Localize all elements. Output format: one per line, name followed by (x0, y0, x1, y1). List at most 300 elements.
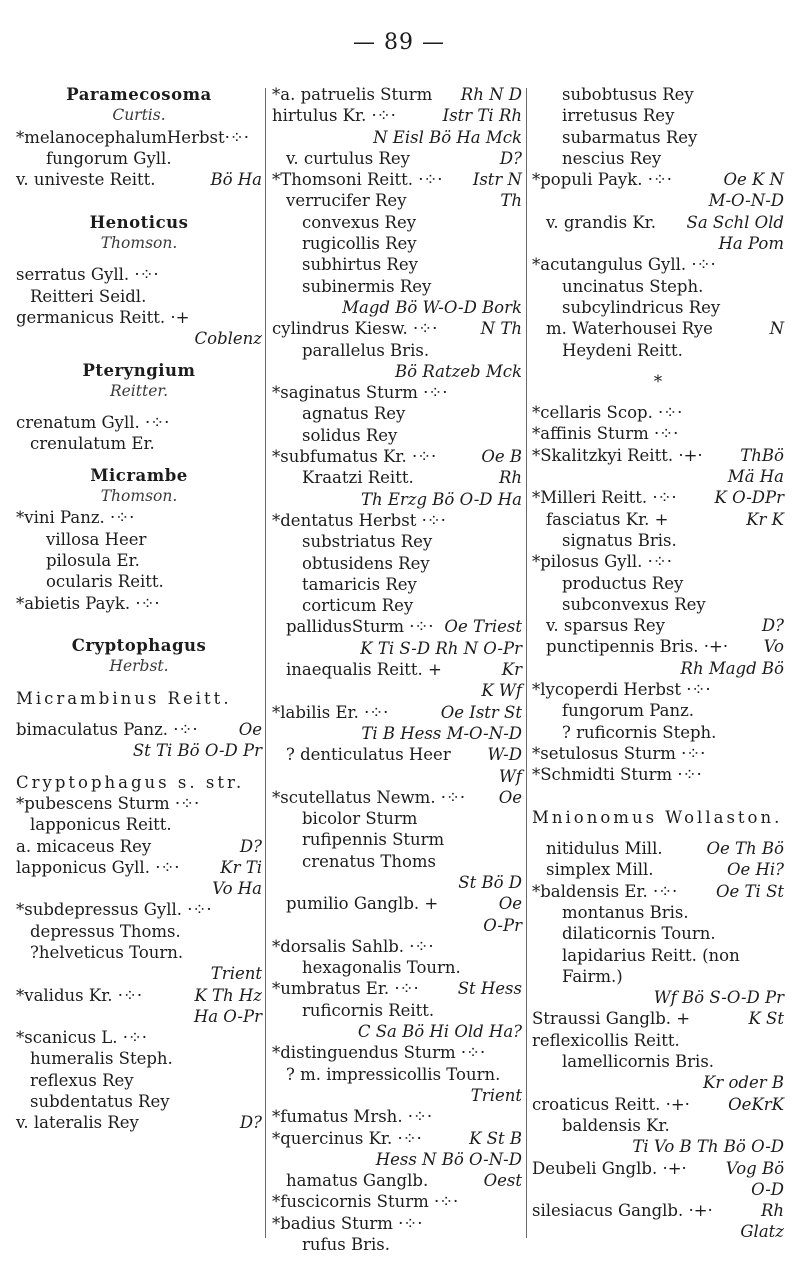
distribution-text: Hess N Bö O-N-D (375, 1149, 522, 1169)
subgenus-heading: Cryptophagus s. str. (16, 772, 245, 792)
genus-author: Reitter. (109, 381, 169, 400)
species-entry (272, 467, 522, 488)
species-entry (532, 902, 784, 923)
species-entry (532, 297, 784, 318)
distribution-text: Vog Bö (725, 1158, 784, 1178)
distribution-text: Oe K N (723, 170, 784, 190)
species-name: subhirtus Rey (302, 255, 418, 275)
distribution-text: Mä Ha (727, 467, 784, 487)
spacer (16, 350, 262, 360)
species-entry (272, 893, 522, 914)
species-entry (532, 340, 784, 361)
spacer (16, 402, 262, 412)
species-entry (532, 276, 784, 297)
column-right (532, 84, 784, 1243)
species-name: *baldensis Er. ·⁘· (532, 881, 678, 901)
species-entry (16, 857, 262, 878)
distribution-text: Trient (470, 1085, 522, 1105)
species-name: *affinis Sturm ·⁘· (532, 424, 679, 444)
distribution-continuation (16, 1006, 262, 1027)
distribution-continuation (16, 328, 262, 349)
distribution-text: OeKrK (728, 1094, 784, 1114)
genus-author: Curtis. (112, 106, 166, 125)
species-name: rugicollis Rey (302, 234, 417, 254)
species-entry (272, 84, 522, 105)
species-name: rufus Bris. (302, 1235, 390, 1255)
distribution-text: N Eisl Bö Ha Mck (373, 127, 522, 147)
species-entry (16, 550, 262, 571)
species-name: Fairm.) (562, 966, 623, 986)
spacer (532, 392, 784, 402)
species-entry (532, 945, 784, 966)
distribution-text: Istr N (472, 170, 522, 190)
distribution-text: Th (500, 191, 522, 211)
distribution-continuation (532, 1179, 784, 1200)
species-name: Deubeli Gnglb. ·+· (532, 1158, 687, 1178)
distribution-continuation (532, 1221, 784, 1242)
species-name: agnatus Rey (302, 404, 406, 424)
species-name: parallelus Bris. (302, 340, 430, 360)
species-name: fasciatus Kr. + (546, 509, 669, 529)
species-name: Reitteri Seidl. (30, 286, 147, 306)
distribution-text: Bö Ratzeb Mck (395, 361, 522, 381)
spacer (532, 361, 784, 371)
species-name: *subfumatus Kr. ·⁘· (272, 447, 437, 467)
distribution-text: Rh (498, 468, 522, 488)
species-entry (272, 936, 522, 957)
species-entry (16, 433, 262, 454)
species-entry (16, 814, 262, 835)
distribution-text: Oest (483, 1171, 522, 1191)
distribution-text: C Sa Bö Hi Old Ha? (357, 1022, 522, 1042)
genus-heading: Micrambe (90, 465, 188, 485)
spacer (16, 614, 262, 635)
distribution-text: Oe Hi? (726, 860, 784, 880)
distribution-continuation (16, 740, 262, 761)
distribution-text: Ha O-Pr (193, 1006, 262, 1026)
species-entry (16, 719, 262, 740)
distribution-text: N Th (480, 319, 522, 339)
species-entry (532, 594, 784, 615)
species-entry (532, 530, 784, 551)
species-name: *badius Sturm ·⁘· (272, 1213, 423, 1233)
distribution-continuation (272, 638, 522, 659)
species-name: *Skalitzkyi Reitt. ·+· (532, 445, 703, 465)
distribution-continuation (532, 466, 784, 487)
species-entry (16, 836, 262, 857)
species-entry (16, 1070, 262, 1091)
species-entry (532, 402, 784, 423)
distribution-text: St Hess (457, 979, 522, 999)
species-name: substriatus Rey (302, 532, 433, 552)
species-name: subconvexus Rey (562, 594, 706, 614)
species-entry (272, 702, 522, 723)
species-name: inaequalis Reitt. + (286, 660, 442, 680)
species-entry (532, 127, 784, 148)
distribution-text: Wf Bö S-O-D Pr (653, 988, 784, 1008)
species-name: *dentatus Herbst ·⁘· (272, 510, 446, 530)
distribution-text: Oe (238, 720, 262, 740)
species-name: subcylindricus Rey (562, 297, 721, 317)
species-entry (272, 425, 522, 446)
species-name: *labilis Er. ·⁘· (272, 702, 389, 722)
species-name: *pubescens Sturm ·⁘· (16, 793, 200, 813)
genus-author: Thomson. (100, 487, 178, 506)
species-entry (532, 1030, 784, 1051)
species-entry (532, 1051, 784, 1072)
distribution-continuation (272, 297, 522, 318)
genus-heading: Henoticus (89, 212, 189, 232)
species-entry (532, 84, 784, 105)
species-entry (532, 743, 784, 764)
species-name: punctipennis Bris. ·+· (546, 637, 729, 657)
species-name: ? m. impressicollis Tourn. (286, 1064, 501, 1084)
page-number: — 89 — (353, 30, 445, 55)
species-name: uncinatus Steph. (562, 276, 704, 296)
species-name: *quercinus Kr. ·⁘· (272, 1128, 422, 1148)
distribution-text: Rh Magd Bö (680, 658, 784, 678)
species-name: *cellaris Scop. ·⁘· (532, 403, 683, 423)
species-name: *abietis Payk. ·⁘· (16, 593, 160, 613)
species-name: v. curtulus Rey (286, 148, 410, 168)
species-name: bicolor Sturm (302, 809, 418, 829)
species-name: lapponicus Gyll. ·⁘· (16, 857, 180, 877)
species-name: depressus Thoms. (30, 921, 181, 941)
spacer (532, 786, 784, 807)
species-entry (272, 659, 522, 680)
species-name: humeralis Steph. (30, 1049, 173, 1069)
species-entry (532, 838, 784, 859)
species-entry (272, 1064, 522, 1085)
species-entry (16, 286, 262, 307)
distribution-text: N (769, 319, 784, 339)
species-name: hirtulus Kr. ·⁘· (272, 106, 396, 126)
species-name: ? denticulatus Heer (286, 745, 451, 765)
distribution-continuation (272, 1085, 522, 1106)
species-entry (16, 1048, 262, 1069)
species-entry (272, 340, 522, 361)
species-name: v. univeste Reitt. (16, 170, 156, 190)
distribution-text: Sa Schl Old (686, 212, 784, 232)
species-entry (272, 318, 522, 339)
species-entry (532, 1115, 784, 1136)
distribution-text: O-D (751, 1179, 784, 1199)
spacer (16, 455, 262, 465)
species-entry (16, 412, 262, 433)
spacer (16, 709, 262, 719)
species-name: corticum Rey (302, 596, 414, 616)
species-name: *subdepressus Gyll. ·⁘· (16, 900, 212, 920)
species-name: *Milleri Reitt. ·⁘· (532, 488, 677, 508)
species-name: v. lateralis Rey (16, 1113, 139, 1133)
distribution-text: Kr (501, 660, 522, 680)
species-name: *Schmidti Sturm ·⁘· (532, 765, 702, 785)
species-name: *saginatus Sturm ·⁘· (272, 383, 448, 403)
distribution-continuation (532, 190, 784, 211)
distribution-text: ThBö (740, 445, 784, 465)
species-name: *scanicus L. ·⁘· (16, 1028, 148, 1048)
species-entry (532, 1200, 784, 1221)
species-entry (532, 722, 784, 743)
distribution-continuation (532, 1136, 784, 1157)
species-entry (16, 921, 262, 942)
species-name: *a. patruelis Sturm (272, 85, 433, 104)
distribution-continuation (532, 1072, 784, 1093)
distribution-text: K O-DPr (714, 488, 784, 508)
species-entry (16, 264, 262, 285)
species-entry (272, 531, 522, 552)
subgenus-heading: Micrambinus Reitt. (16, 688, 232, 708)
distribution-text: St Ti Bö O-D Pr (132, 741, 262, 761)
species-entry (272, 1128, 522, 1149)
species-entry (272, 169, 522, 190)
distribution-continuation (16, 878, 262, 899)
distribution-continuation (272, 915, 522, 936)
distribution-continuation (272, 766, 522, 787)
species-entry (272, 1106, 522, 1127)
species-name: subinermis Rey (302, 276, 432, 296)
distribution-text: Oe (498, 894, 522, 914)
species-entry (272, 105, 522, 126)
species-entry (272, 808, 522, 829)
species-entry (16, 307, 262, 328)
species-entry (272, 1170, 522, 1191)
species-entry (532, 573, 784, 594)
species-name: verrucifer Rey (286, 191, 407, 211)
species-name: *lycoperdi Herbst ·⁘· (532, 680, 711, 700)
distribution-text: M-O-N-D (708, 191, 784, 211)
species-name: ? ruficornis Steph. (562, 722, 717, 742)
species-entry (532, 423, 784, 444)
genus-heading: Paramecosoma (66, 85, 212, 104)
distribution-text: Oe Ti St (716, 881, 784, 901)
species-name: subarmatus Rey (562, 127, 698, 147)
species-entry (272, 1213, 522, 1234)
distribution-text: D? (499, 148, 522, 168)
distribution-text: Oe Triest (444, 617, 522, 637)
species-name: convexus Rey (302, 212, 417, 232)
species-name: reflexicollis Reitt. (532, 1030, 680, 1050)
distribution-text: Kr oder B (703, 1073, 784, 1093)
species-name: signatus Bris. (562, 530, 677, 550)
species-entry (532, 254, 784, 275)
distribution-text: Rh N D (460, 85, 522, 104)
species-entry (272, 190, 522, 211)
species-name: ruficornis Reitt. (302, 1000, 435, 1020)
species-name: pallidusSturm ·⁘· (286, 617, 434, 637)
species-entry (532, 1158, 784, 1179)
species-name: fungorum Panz. (562, 701, 695, 721)
species-name: solidus Rey (302, 425, 398, 445)
distribution-continuation (532, 233, 784, 254)
species-entry (272, 553, 522, 574)
species-name: croaticus Reitt. ·+· (532, 1094, 690, 1114)
species-name: nescius Rey (562, 148, 662, 168)
species-entry (272, 1234, 522, 1255)
distribution-text: Ti B Hess M-O-N-D (361, 723, 522, 743)
species-name: v. grandis Kr. (546, 212, 656, 232)
distribution-text: Vo Ha (212, 879, 262, 899)
species-name: lapidarius Reitt. (non (562, 945, 740, 965)
species-entry (16, 571, 262, 592)
distribution-text: Glatz (740, 1222, 784, 1242)
distribution-text: K St (748, 1009, 784, 1029)
distribution-text: K Wf (481, 681, 522, 701)
genus-heading: Cryptophagus (71, 636, 207, 656)
species-entry (532, 679, 784, 700)
distribution-continuation (272, 723, 522, 744)
distribution-text: K Th Hz (194, 985, 262, 1005)
species-name: montanus Bris. (562, 902, 689, 922)
species-entry (16, 529, 262, 550)
species-name: Straussi Ganglb. + (532, 1009, 691, 1029)
species-entry (16, 507, 262, 528)
species-entry (272, 382, 522, 403)
species-name: germanicus Reitt. ·+ (16, 307, 190, 327)
species-name: irretusus Rey (562, 106, 675, 126)
species-name: productus Rey (562, 573, 684, 593)
distribution-continuation (532, 987, 784, 1008)
species-name: *validus Kr. ·⁘· (16, 985, 143, 1005)
spacer (16, 254, 262, 264)
distribution-text: Ti Vo B Th Bö O-D (632, 1137, 784, 1157)
species-name: a. micaceus Rey (16, 836, 152, 856)
species-name: tamaricis Rey (302, 574, 417, 594)
species-name: crenatus Thoms (302, 851, 437, 871)
species-name: dilaticornis Tourn. (562, 924, 716, 944)
distribution-continuation (272, 361, 522, 382)
distribution-text: Oe (498, 787, 522, 807)
distribution-text: Coblenz (194, 329, 262, 349)
species-entry (532, 1008, 784, 1029)
species-entry (272, 595, 522, 616)
species-entry (272, 510, 522, 531)
column-divider (526, 88, 527, 1238)
spacer (16, 190, 262, 211)
species-name: subdentatus Rey (30, 1092, 170, 1112)
species-entry (16, 169, 262, 190)
distribution-text: W-D (487, 745, 522, 765)
distribution-text: Wf (498, 766, 522, 786)
distribution-text: D? (239, 1113, 262, 1133)
species-name: *distinguendus Sturm ·⁘· (272, 1043, 486, 1063)
distribution-text: Magd Bö W-O-D Bork (342, 297, 522, 317)
column-divider (265, 88, 266, 1238)
column-middle (272, 84, 522, 1255)
distribution-text: Kr Ti (220, 857, 262, 877)
distribution-continuation (272, 127, 522, 148)
distribution-text: Kr K (746, 509, 784, 529)
species-entry (272, 148, 522, 169)
species-entry (532, 318, 784, 339)
species-entry (272, 212, 522, 233)
species-entry (532, 169, 784, 190)
species-entry (272, 574, 522, 595)
species-name: ?helveticus Tourn. (30, 942, 184, 962)
distribution-text: Th Erzg Bö O-D Ha (360, 489, 522, 509)
species-name: reflexus Rey (30, 1070, 134, 1090)
species-entry (272, 978, 522, 999)
species-name: baldensis Kr. (562, 1115, 670, 1135)
species-name: pilosula Er. (46, 550, 140, 570)
species-name: Heydeni Reitt. (562, 340, 683, 360)
species-name: serratus Gyll. ·⁘· (16, 265, 159, 285)
species-entry (272, 957, 522, 978)
distribution-text: O-Pr (483, 915, 522, 935)
spacer (532, 828, 784, 838)
distribution-text: Trient (210, 964, 262, 984)
distribution-text: Oe Istr St (440, 702, 522, 722)
distribution-text: St Bö D (458, 872, 522, 892)
species-entry (532, 551, 784, 572)
species-entry (272, 1000, 522, 1021)
distribution-continuation (532, 658, 784, 679)
species-entry (16, 985, 262, 1006)
species-name: fungorum Gyll. (46, 148, 172, 168)
species-entry (16, 1112, 262, 1133)
distribution-text: Oe Th Bö (706, 839, 784, 859)
distribution-text: Rh (760, 1201, 784, 1221)
distribution-text: Istr Ti Rh (442, 106, 522, 126)
species-name: rufipennis Sturm (302, 830, 445, 850)
species-name: *melanocephalumHerbst·⁘· (16, 127, 249, 147)
species-entry (16, 127, 262, 148)
species-name: *scutellatus Newm. ·⁘· (272, 787, 466, 807)
species-name: *populi Payk. ·⁘· (532, 170, 673, 190)
species-name: silesiacus Ganglb. ·+· (532, 1201, 713, 1221)
species-entry (532, 966, 784, 987)
species-name: lapponicus Reitt. (30, 815, 172, 835)
species-entry (16, 148, 262, 169)
species-entry (16, 1091, 262, 1112)
species-name: *pilosus Gyll. ·⁘· (532, 552, 672, 572)
distribution-continuation (272, 489, 522, 510)
spacer (16, 678, 262, 688)
species-entry (532, 636, 784, 657)
column-left (16, 84, 262, 1134)
species-name: ocularis Reitt. (46, 572, 164, 592)
genus-author: Thomson. (100, 234, 178, 253)
species-name: *dorsalis Sahlb. ·⁘· (272, 936, 434, 956)
species-name: pumilio Ganglb. + (286, 894, 439, 914)
species-name: *setulosus Sturm ·⁘· (532, 743, 706, 763)
species-name: subobtusus Rey (562, 85, 694, 104)
species-name: *fuscicornis Sturm ·⁘· (272, 1192, 459, 1212)
species-entry (532, 148, 784, 169)
species-entry (272, 616, 522, 637)
species-entry (16, 793, 262, 814)
subgenus-heading: Mnionomus Wollaston. (532, 807, 783, 827)
species-entry (532, 509, 784, 530)
distribution-text: Vo (763, 637, 784, 657)
species-name: hamatus Ganglb. (286, 1171, 429, 1191)
species-entry (16, 1027, 262, 1048)
species-name: nitidulus Mill. (546, 839, 663, 859)
species-name: bimaculatus Panz. ·⁘· (16, 720, 198, 740)
species-entry (532, 615, 784, 636)
species-name: hexagonalis Tourn. (302, 958, 461, 978)
distribution-continuation (272, 1149, 522, 1170)
species-entry (272, 851, 522, 872)
species-name: obtusidens Rey (302, 553, 430, 573)
species-name: crenatum Gyll. ·⁘· (16, 413, 170, 433)
species-entry (532, 859, 784, 880)
species-entry (272, 446, 522, 467)
species-entry (532, 881, 784, 902)
distribution-continuation (272, 872, 522, 893)
species-name: cylindrus Kiesw. ·⁘· (272, 319, 438, 339)
species-name: simplex Mill. (546, 860, 654, 880)
